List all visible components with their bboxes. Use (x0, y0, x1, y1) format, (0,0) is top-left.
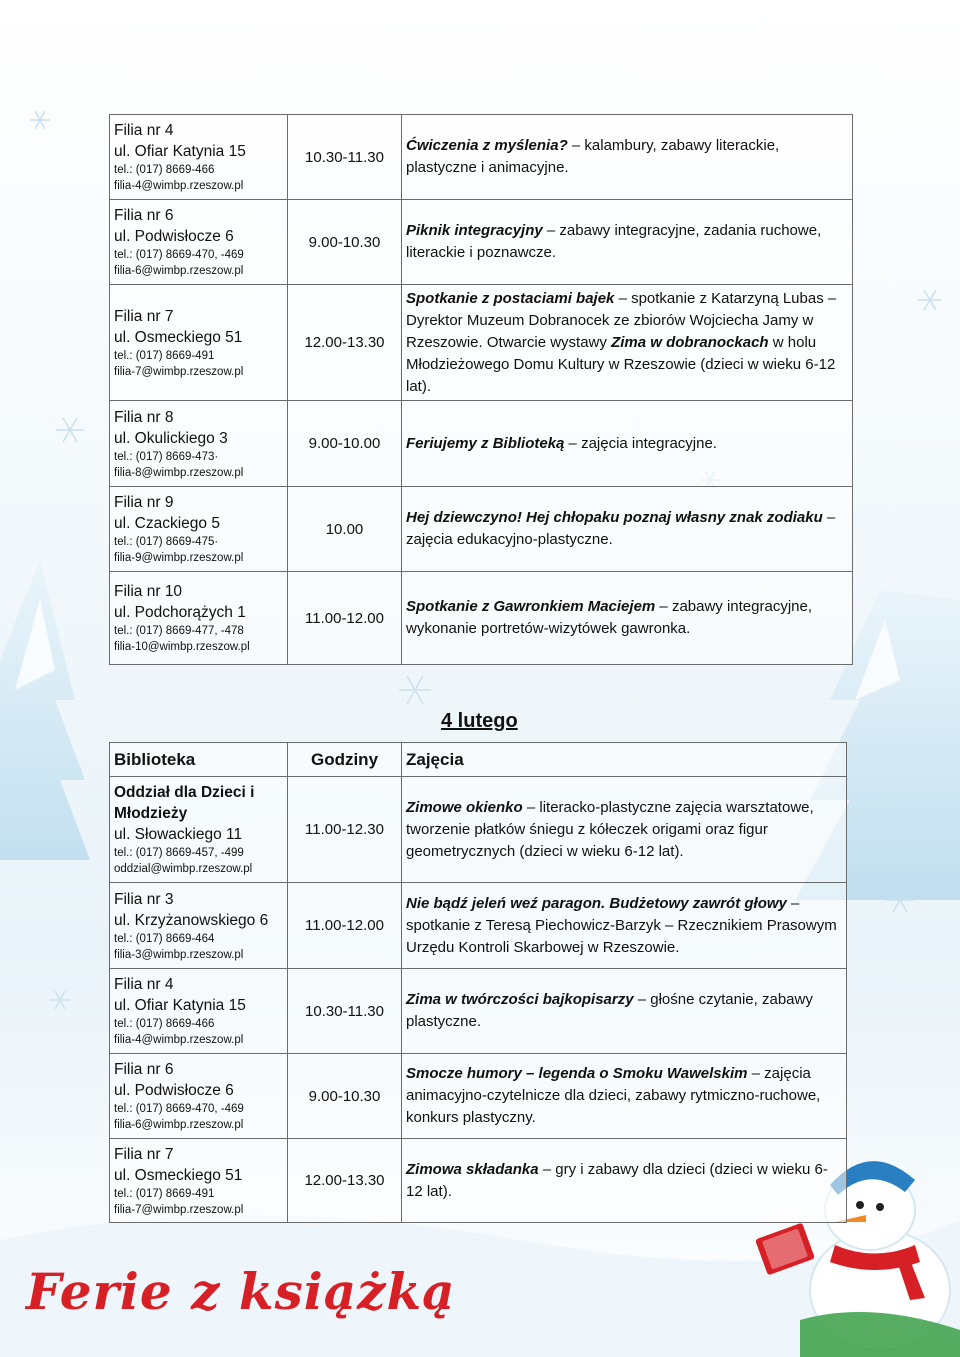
activity-cell (402, 777, 847, 883)
library-name: Filia nr 6 (114, 207, 174, 224)
library-phone: tel.: (017) 8669-466 (114, 1018, 215, 1030)
library-email: filia-7@wimbp.rzeszow.pl (114, 365, 244, 378)
activity-desc: – spotkanie z Katarzyną Lubas – Dyrektor Muzeum Dobranocek ze zbiorów Wojciecha Jamy w Rzeszowie. Otwarcie wystawy (406, 289, 837, 351)
library-phone: tel.: (017) 8669-470, -469 (114, 1103, 244, 1115)
hours-cell: 11.00-12.00 (288, 572, 402, 665)
table-row (110, 969, 847, 1054)
library-phone: tel.: (017) 8669-491 (114, 349, 215, 362)
header-library: Biblioteka (110, 743, 288, 777)
library-street: ul. Osmeckiego 51 (114, 1166, 243, 1184)
library-street: ul. Ofiar Katynia 15 (114, 997, 246, 1014)
library-email: filia-8@wimbp.rzeszow.pl (114, 466, 244, 479)
library-email: filia-7@wimbp.rzeszow.pl (114, 1203, 244, 1216)
activity-cell (402, 285, 853, 401)
library-name: Filia nr 7 (114, 1145, 174, 1163)
table-row (110, 883, 847, 969)
hours-cell: 10.30-11.30 (288, 115, 402, 200)
library-email: oddzial@wimbp.rzeszow.pl (114, 863, 253, 875)
exhibition-title: Zima w dobranockach (611, 333, 769, 351)
library-cell (110, 1054, 288, 1139)
library-street: ul. Podwisłocze 6 (114, 228, 234, 245)
hours-cell: 12.00-13.30 (288, 285, 402, 401)
library-phone: tel.: (017) 8669-464 (114, 932, 215, 945)
activity-desc: – zajęcia animacyjno-czytelnicze dla dzieci, zabawy rytmiczno-ruchowe, konkurs plastyczny. (406, 1065, 821, 1126)
library-name: Filia nr 10 (114, 583, 183, 600)
snowflake-icon (30, 111, 50, 129)
hours-cell: 10.00 (288, 487, 402, 572)
library-street: ul. Słowackiego 11 (114, 826, 243, 843)
activity-title: Ćwiczenia z myślenia? (406, 137, 568, 154)
table-row (110, 285, 853, 401)
activity-title: Spotkanie z postaciami bajek (406, 289, 615, 307)
table-row (110, 115, 853, 200)
hours-cell: 9.00-10.00 (288, 401, 402, 487)
activity-cell (402, 115, 853, 200)
library-cell (110, 777, 288, 883)
library-street: ul. Osmeckiego 51 (114, 328, 243, 346)
hours-cell: 9.00-10.30 (288, 1054, 402, 1139)
activity-cell (402, 200, 853, 285)
activity-cell (402, 1054, 847, 1139)
library-email: filia-10@wimbp.rzeszow.pl (114, 641, 250, 653)
library-phone: tel.: (017) 8669-475· (114, 536, 219, 548)
snowflake-icon (56, 418, 84, 442)
schedule-table-top (109, 114, 853, 665)
table-row (110, 401, 853, 487)
library-street: ul. Okulickiego 3 (114, 429, 228, 447)
activity-desc-2: w holu Młodzieżowego Domu Kultury w Rzeszowie (dzieci w wieku 6-12 lat). (406, 333, 836, 395)
library-cell (110, 401, 288, 487)
activity-title: Spotkanie z Gawronkiem Maciejem (406, 598, 656, 615)
table-row (110, 487, 853, 572)
activity-title: Feriujemy z Biblioteką (406, 434, 565, 452)
activity-title: Piknik integracyjny (406, 222, 543, 239)
library-cell (110, 487, 288, 572)
table-row (110, 572, 853, 665)
activity-desc: – zajęcia edukacyjno-plastyczne. (406, 509, 836, 548)
library-phone: tel.: (017) 8669-470, -469 (114, 249, 244, 261)
activity-desc: – literacko-plastyczne zajęcia warsztatowe, tworzenie płatków śniegu z kółeczek origami oraz figur geometrycznych (dzieci w wieku 6-12 lat). (406, 798, 814, 860)
activity-cell (402, 572, 853, 665)
activity-cell (402, 883, 847, 969)
library-name: Filia nr 3 (114, 890, 174, 908)
library-name: Oddział dla Dzieci i Młodzieży (114, 784, 255, 822)
activity-desc: – gry i zabawy dla dzieci (dzieci w wieku 6-12 lat). (406, 1160, 828, 1200)
library-street: ul. Ofiar Katynia 15 (114, 143, 246, 160)
activity-title: Smocze humory – legenda o Smoku Wawelskim (406, 1065, 748, 1082)
activity-title: Nie bądź jeleń weź paragon. Budżetowy zawrót głowy (406, 894, 787, 912)
library-phone: tel.: (017) 8669-466 (114, 164, 215, 176)
activity-desc: – zabawy integracyjne, wykonanie portretów-wizytówek gawronka. (406, 598, 813, 637)
table-header-row (110, 743, 847, 777)
hours-cell: 10.30-11.30 (288, 969, 402, 1054)
activity-desc: – zabawy integracyjne, zadania ruchowe, literackie i poznawcze. (406, 222, 822, 261)
schedule-table-bottom (109, 742, 847, 1223)
activity-cell (402, 401, 853, 487)
activity-title: Hej dziewczyno! Hej chłopaku poznaj własny znak zodiaku (406, 509, 823, 526)
hours-cell: 12.00-13.30 (288, 1139, 402, 1223)
table-row (110, 1054, 847, 1139)
library-phone: tel.: (017) 8669-491 (114, 1187, 215, 1200)
library-cell (110, 969, 288, 1054)
library-name: Filia nr 8 (114, 408, 174, 426)
library-cell (110, 200, 288, 285)
activity-title: Zimowe okienko (406, 798, 523, 816)
library-street: ul. Czackiego 5 (114, 515, 220, 532)
hours-cell: 11.00-12.30 (288, 777, 402, 883)
library-email: filia-6@wimbp.rzeszow.pl (114, 1119, 244, 1131)
library-street: ul. Podwisłocze 6 (114, 1082, 234, 1099)
library-cell (110, 285, 288, 401)
table-row (110, 200, 853, 285)
snowflake-icon (399, 676, 431, 704)
date-heading: 4 lutego (441, 710, 518, 732)
library-cell (110, 1139, 288, 1223)
library-email: filia-9@wimbp.rzeszow.pl (114, 552, 244, 564)
library-name: Filia nr 6 (114, 1061, 174, 1078)
library-phone: tel.: (017) 8669-473· (114, 450, 219, 463)
library-phone: tel.: (017) 8669-477, -478 (114, 625, 244, 637)
activity-title: Zima w twórczości bajkopisarzy (406, 991, 634, 1008)
hours-cell: 11.00-12.00 (288, 883, 402, 969)
library-email: filia-3@wimbp.rzeszow.pl (114, 948, 244, 961)
library-cell (110, 572, 288, 665)
activity-desc: – zajęcia integracyjne. (564, 434, 717, 452)
library-street: ul. Krzyżanowskiego 6 (114, 911, 269, 929)
header-activity: Zajęcia (402, 743, 847, 777)
activity-desc: – głośne czytanie, zabawy plastyczne. (406, 991, 813, 1030)
activity-cell (402, 969, 847, 1054)
activity-title: Zimowa składanka (406, 1160, 539, 1178)
activity-desc: – kalambury, zabawy literackie, plastyczne i animacyjne. (406, 137, 780, 176)
library-cell (110, 115, 288, 200)
activity-cell (402, 487, 853, 572)
activity-cell (402, 1139, 847, 1223)
library-name: Filia nr 9 (114, 494, 174, 511)
hours-cell: 9.00-10.30 (288, 200, 402, 285)
library-email: filia-6@wimbp.rzeszow.pl (114, 265, 244, 277)
library-street: ul. Podchorążych 1 (114, 604, 246, 621)
library-phone: tel.: (017) 8669-457, -499 (114, 847, 244, 859)
library-name: Filia nr 4 (114, 976, 174, 993)
library-name: Filia nr 7 (114, 307, 174, 325)
snowy-tree-left (0, 560, 90, 860)
header-hours: Godziny (288, 743, 402, 777)
table-row (110, 777, 847, 883)
snowflake-icon (50, 991, 70, 1009)
library-name: Filia nr 4 (114, 122, 174, 139)
table-row (110, 1139, 847, 1223)
library-cell (110, 883, 288, 969)
snowflake-icon (918, 290, 942, 310)
library-email: filia-4@wimbp.rzeszow.pl (114, 180, 244, 192)
activity-desc: – spotkanie z Teresą Piechowicz-Barzyk – Rzecznikiem Prasowym Urzędu Kontroli Skarbowej w Rzeszowie. (406, 894, 837, 956)
library-email: filia-4@wimbp.rzeszow.pl (114, 1034, 244, 1046)
brand-title: Ferie z książką (26, 1262, 456, 1321)
